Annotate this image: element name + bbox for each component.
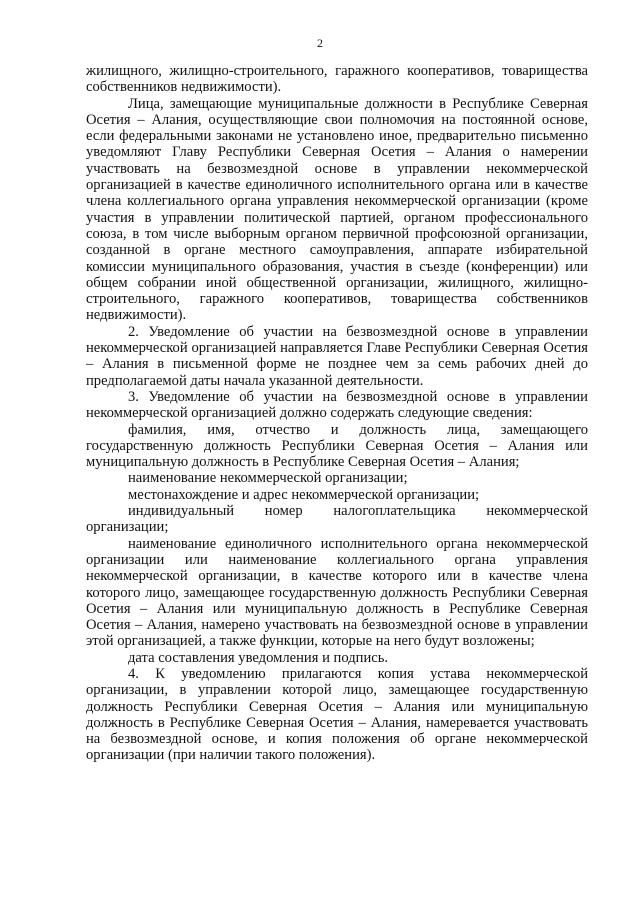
document-body [86, 63, 588, 764]
list-item-org-name: наименование некоммерческой организации; [128, 470, 408, 487]
paragraph-continuation: жилищного, жилищно-строительного, гаражного кооперативов, товарищества собственников недвижимости). [86, 63, 588, 96]
list-item-governing-body: наименование единоличного исполнительного органа некоммерческой организации или наименование коллегиального органа управления некоммерческой организации, в качестве которого или в качестве члена которого лицо, замещающее государственную должность Республики Северная Осетия – Алания или муниципальную должность в Республике Северная Осетия – Алания, намерено участвовать на безвозмездной основе в управлении этой организацией, а также функции, которые на него будут возложены; [86, 535, 588, 650]
list-item-date-signature: дата составления уведомления и подпись. [128, 649, 389, 666]
paragraph-2: 2. Уведомление об участии на безвозмездной основе в управлении некоммерческой организацией направляется Главе Республики Северная Осетия – Алания в письменной форме не позднее чем за семь рабочих дней до предполагаемой даты начала указанной деятельности. [86, 323, 588, 389]
list-item-org-address: местонахождение и адрес некоммерческой организации; [128, 486, 480, 503]
list-item-name-position: фамилия, имя, отчество и должность лица, замещающего государственную должность Республики Северная Осетия – Алания или муниципальную должность в Республике Северная Осетия – Алания; [86, 421, 588, 471]
paragraph-municipal-officials: Лица, замещающие муниципальные должности в Республике Северная Осетия – Алания, осуществляющие свои полномочия на постоянной основе, если федеральными законами не установлено иное, предварительно письменно уведомляют Главу Республики Северная Осетия – Алания о намерении участвовать на безвозмездной основе в управлении некоммерческой организацией в качестве единоличного исполнительного органа или в качестве члена коллегиального органа управления некоммерческой организации (кроме участия в управлении политической партией, органом профессионального союза, в том числе выборным органом первичной профсоюзной организации, созданной в органе местного самоуправления, аппарате избирательной комиссии муниципального образования, участия в съезде (конференции) или общем собрании иной общественной организации, жилищного, жилищно-строительного, гаражного кооперативов, товарищества собственников недвижимости). [86, 95, 588, 324]
list-item-tax-number: индивидуальный номер налогоплательщика некоммерческой организации; [86, 503, 588, 536]
paragraph-4: 4. К уведомлению прилагаются копия устава некоммерческой организации, в управлении которой лицо, замещающее государственную должность Республики Северная Осетия – Алания или муниципальную должность в Республике Северная Осетия – Алания, намеревается участвовать на безвозмездной основе, и копия положения об органе некоммерческой организации (при наличии такого положения). [86, 665, 588, 764]
page-number: 2 [317, 36, 323, 50]
paragraph-3: 3. Уведомление об участии на безвозмездной основе в управлении некоммерческой организацией должно содержать следующие сведения: [86, 388, 588, 422]
